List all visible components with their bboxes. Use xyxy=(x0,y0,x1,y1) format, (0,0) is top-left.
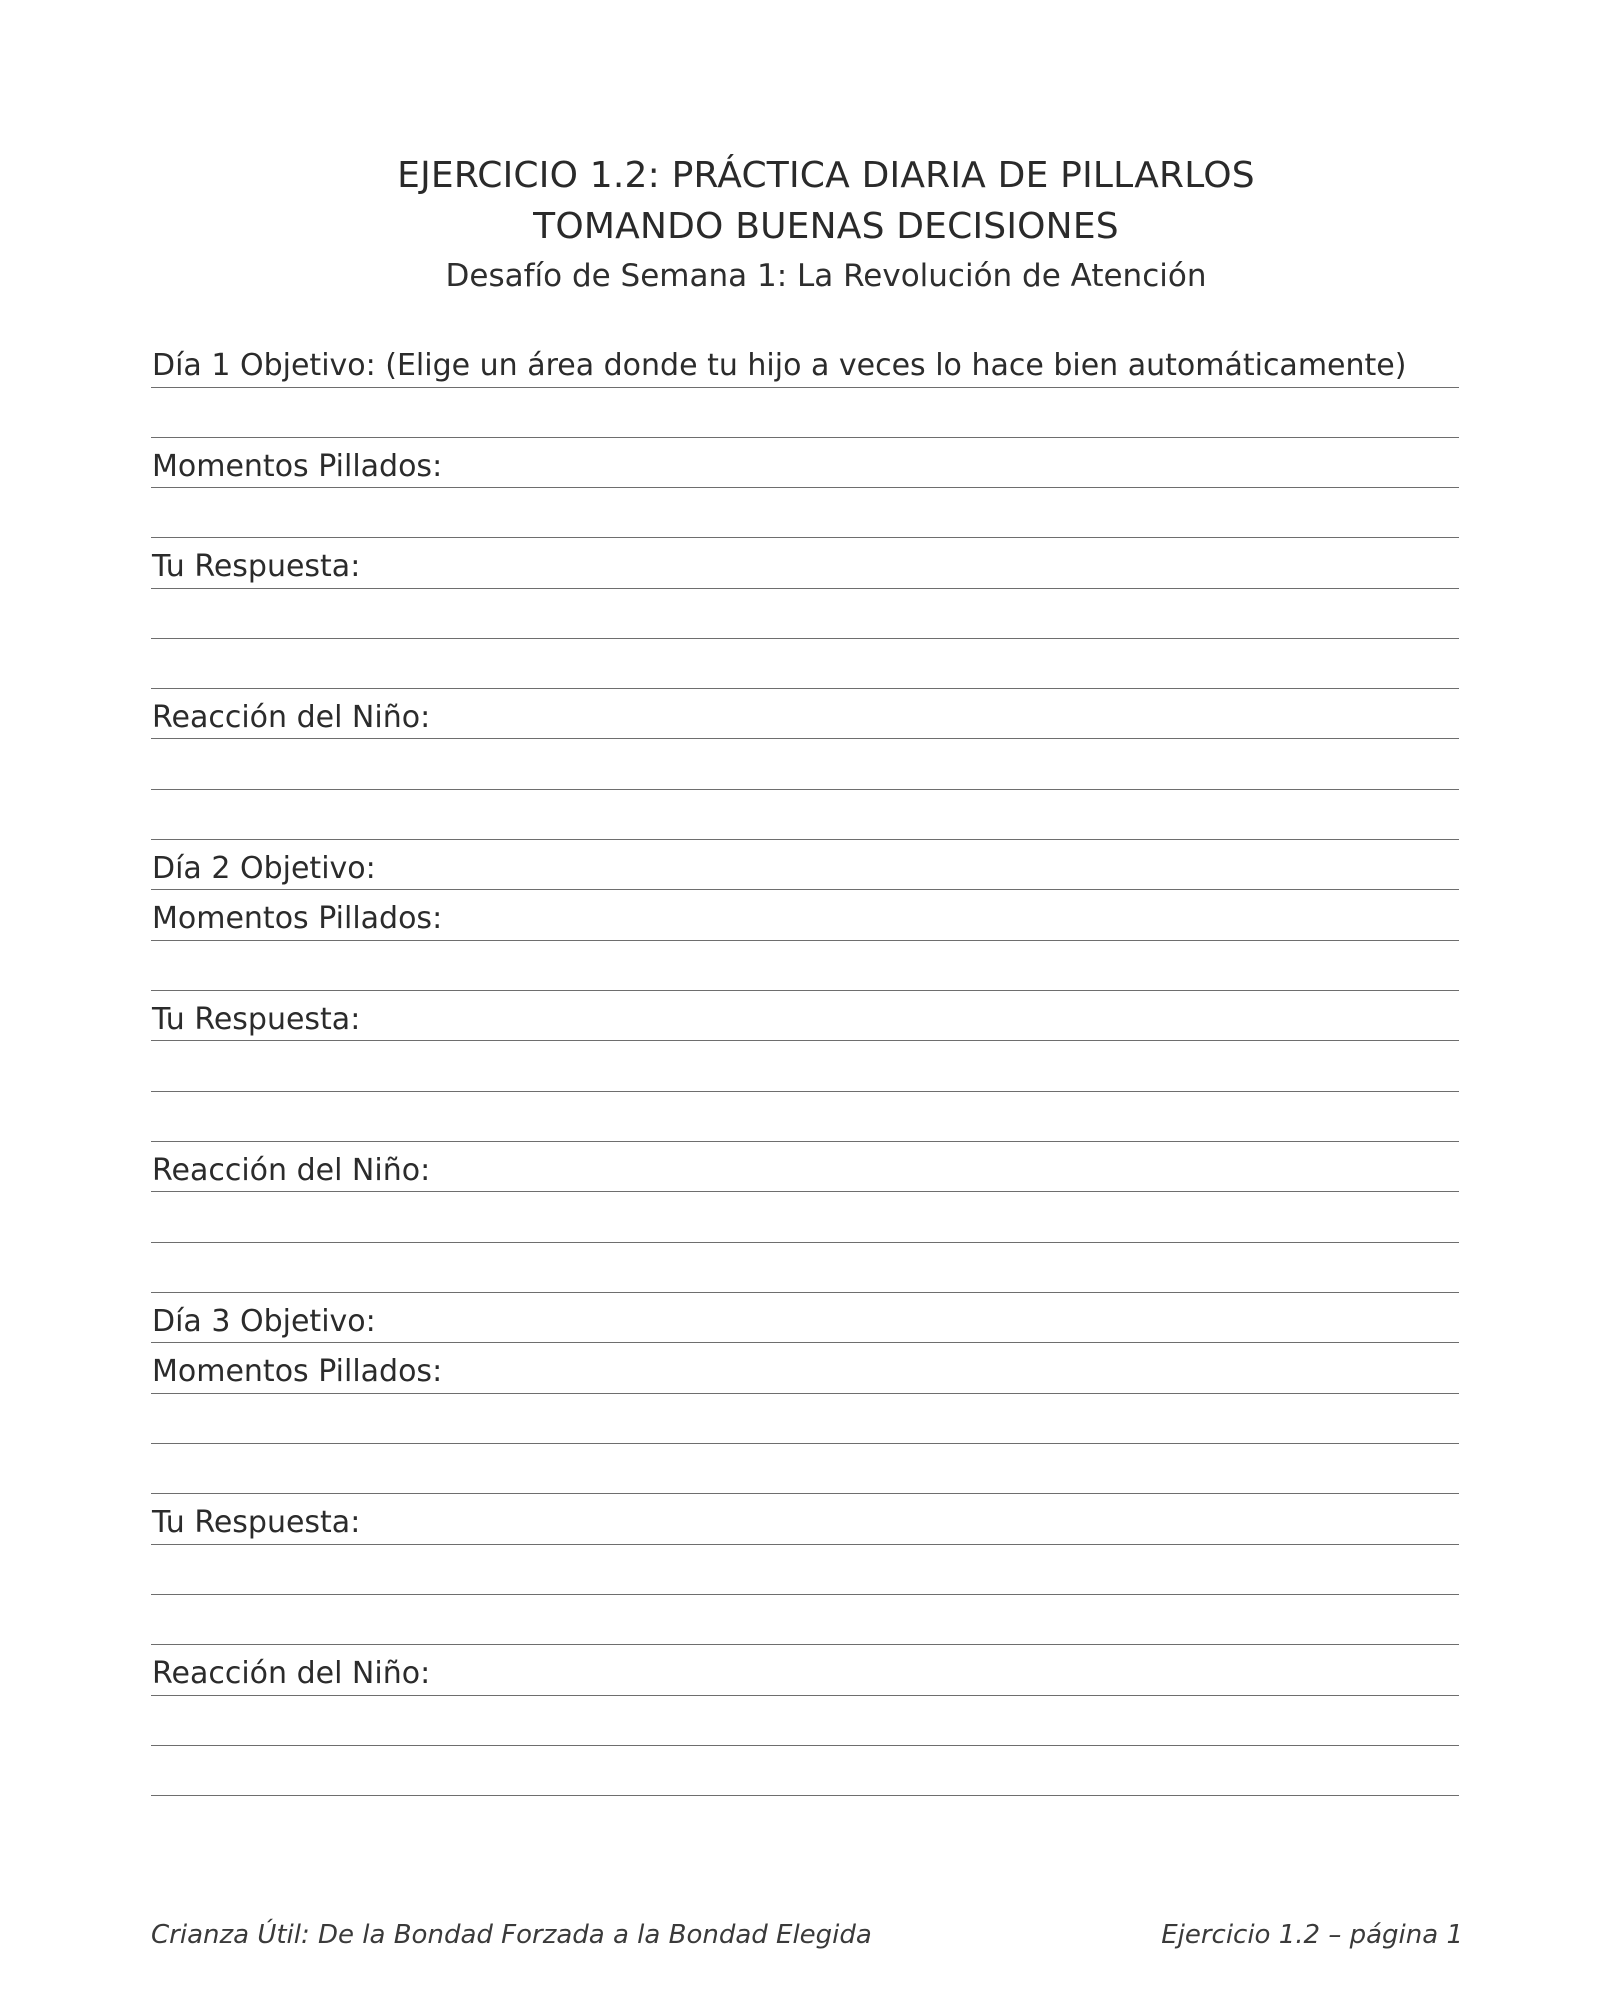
day2-reaction-line-3[interactable] xyxy=(151,1292,1459,1293)
day3-response-label: Tu Respuesta: xyxy=(152,1505,361,1540)
title-line-1: EJERCICIO 1.2: PRÁCTICA DIARIA DE PILLARLOS xyxy=(397,155,1255,196)
footer-page-ref: Ejercicio 1.2 – página 1 xyxy=(1161,1920,1463,1950)
day3-moments-line[interactable] xyxy=(151,1393,1459,1394)
day1-goal-line-2[interactable] xyxy=(151,437,1459,438)
day2-reaction-line[interactable] xyxy=(151,1191,1459,1192)
day2-response-line[interactable] xyxy=(151,1040,1459,1041)
day3-reaction-label: Reacción del Niño: xyxy=(152,1656,431,1691)
title-block xyxy=(0,150,1600,300)
day1-response-line-3[interactable] xyxy=(151,688,1459,689)
day1-moments-line-2[interactable] xyxy=(151,537,1459,538)
day3-goal-line[interactable] xyxy=(151,1342,1459,1343)
day3-response-line[interactable] xyxy=(151,1544,1459,1545)
day1-response-line-2[interactable] xyxy=(151,638,1459,639)
day3-response-line-2[interactable] xyxy=(151,1594,1459,1595)
day2-moments-label: Momentos Pillados: xyxy=(152,901,443,936)
day2-goal-line[interactable] xyxy=(151,889,1459,890)
day2-response-line-2[interactable] xyxy=(151,1091,1459,1092)
day1-reaction-label: Reacción del Niño: xyxy=(152,700,431,735)
day1-moments-label: Momentos Pillados: xyxy=(152,449,443,484)
day3-reaction-line-2[interactable] xyxy=(151,1745,1459,1746)
day1-response-line[interactable] xyxy=(151,588,1459,589)
footer-book-title: Crianza Útil: De la Bondad Forzada a la Bondad Elegida xyxy=(151,1920,872,1950)
day2-reaction-label: Reacción del Niño: xyxy=(152,1153,431,1188)
day3-moments-line-3[interactable] xyxy=(151,1493,1459,1494)
day3-reaction-line[interactable] xyxy=(151,1695,1459,1696)
day2-reaction-line-2[interactable] xyxy=(151,1242,1459,1243)
title-line-2: TOMANDO BUENAS DECISIONES xyxy=(533,206,1119,247)
day2-moments-line[interactable] xyxy=(151,940,1459,941)
day1-goal-line[interactable] xyxy=(151,387,1459,388)
day2-goal-label: Día 2 Objetivo: xyxy=(152,851,376,886)
day1-moments-line[interactable] xyxy=(151,487,1459,488)
day3-goal-label: Día 3 Objetivo: xyxy=(152,1304,376,1339)
day2-response-label: Tu Respuesta: xyxy=(152,1002,361,1037)
day3-reaction-line-3[interactable] xyxy=(151,1795,1459,1796)
day1-goal-label: Día 1 Objetivo: (Elige un área donde tu hijo a veces lo hace bien automáticamente) xyxy=(152,348,1407,383)
day1-reaction-line[interactable] xyxy=(151,738,1459,739)
day3-moments-line-2[interactable] xyxy=(151,1443,1459,1444)
day2-moments-line-2[interactable] xyxy=(151,990,1459,991)
day1-response-label: Tu Respuesta: xyxy=(152,549,361,584)
day1-reaction-line-2[interactable] xyxy=(151,789,1459,790)
day3-moments-label: Momentos Pillados: xyxy=(152,1354,443,1389)
day2-response-line-3[interactable] xyxy=(151,1141,1459,1142)
subtitle: Desafío de Semana 1: La Revolución de Atención xyxy=(445,258,1207,294)
day1-reaction-line-3[interactable] xyxy=(151,839,1459,840)
day3-response-line-3[interactable] xyxy=(151,1644,1459,1645)
